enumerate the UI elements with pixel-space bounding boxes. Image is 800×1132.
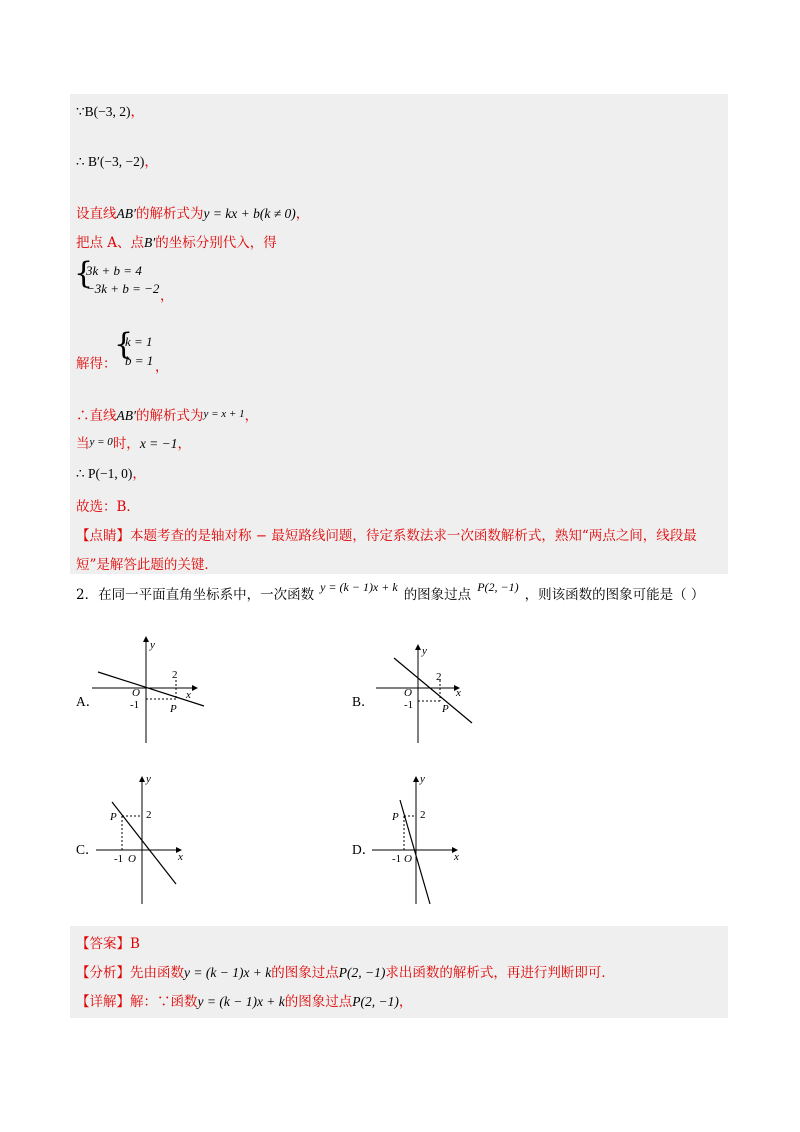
question-text: 2．在同一平面直角坐标系中，一次函数 y = (k − 1)x + k 的图象过点 P(2, −1) ，则该函数的图象可能是（ ） (76, 580, 705, 603)
option-b-x-label: x (456, 687, 461, 699)
solution-line-8: 当$^{y = 0}$时，x = −1， (76, 436, 192, 452)
solution-line-6: 解得： (76, 356, 117, 372)
option-b-origin: O (404, 687, 412, 699)
option-d-label[interactable]: D． (352, 842, 376, 857)
option-a-tick-neg1: -1 (130, 699, 140, 711)
solution-line-7: ∴直线AB′的解析式为$^{y = x + 1}$， (76, 408, 259, 424)
option-b-label[interactable]: B． (352, 694, 375, 709)
option-c-x-label: x (178, 851, 183, 863)
option-a-label[interactable]: A． (76, 694, 100, 709)
option-c-point: P (110, 811, 117, 823)
option-a-x-label: x (186, 689, 191, 701)
option-d-tick-neg1: -1 (392, 853, 402, 865)
option-a-origin: O (132, 687, 140, 699)
system-2-eq-a: k = 1 (125, 334, 153, 349)
system-2-eq-b: b = 1 (125, 353, 154, 368)
option-c-tick-2: 2 (146, 809, 152, 821)
system-2-tail: ， (155, 359, 169, 375)
option-c-label[interactable]: C． (76, 842, 99, 857)
option-b-point: P (442, 703, 449, 715)
option-d-graph (368, 768, 508, 908)
system-brace-1: { (74, 256, 94, 291)
option-c-y-label: y (146, 773, 151, 785)
option-a-graph (92, 628, 232, 748)
option-d-x-label: x (454, 851, 459, 863)
option-a-point: P (170, 703, 177, 715)
option-b-tick-neg1: -1 (404, 699, 414, 711)
option-c-origin: O (128, 853, 136, 865)
solution-line-9: ∴ P(−1, 0)， (76, 466, 146, 482)
solution-line-4: 把点 A、点B′的坐标分别代入，得 (76, 235, 277, 251)
comment-line-1: 【点睛】本题考查的是轴对称 − 最短路线问题，待定系数法求一次函数解析式，熟知“两点之间，线段最 (76, 528, 697, 544)
system-1-tail: ， (160, 288, 174, 304)
option-d-tick-2: 2 (420, 809, 426, 821)
choice-line: 故选：B． (76, 499, 140, 515)
system-1-eq-a: 3k + b = 4 (86, 263, 142, 278)
option-c-tick-neg1: -1 (114, 853, 124, 865)
detail-line: 【详解】解：∵函数y = (k − 1)x + k的图象过点P(2, −1)， (76, 994, 413, 1010)
option-d-y-label: y (420, 773, 425, 785)
solution-line-1: ∵B(−3, 2)， (76, 104, 144, 120)
solution-line-2: ∴ B′(−3, −2)， (76, 154, 158, 170)
option-d-origin: O (404, 853, 412, 865)
option-d-point: P (392, 811, 399, 823)
option-c-graph-line (112, 802, 176, 884)
analysis-line: 【分析】先由函数y = (k − 1)x + k的图象过点P(2, −1)求出函数的解析式，再进行判断即可． (76, 965, 615, 981)
option-b-y-label: y (422, 645, 427, 657)
solution-block (70, 94, 728, 574)
comment-line-2: 短”是解答此题的关键． (76, 557, 218, 573)
option-c-graph (92, 768, 232, 908)
option-a-tick-2: 2 (172, 669, 178, 681)
option-b-tick-2: 2 (436, 671, 442, 683)
answer-line: 【答案】B (76, 936, 140, 952)
system-brace-2: { (114, 327, 134, 362)
option-b-graph (372, 628, 512, 748)
option-a-y-label: y (150, 639, 155, 651)
solution-line-3: 设直线AB′的解析式为y = kx + b(k ≠ 0)， (76, 206, 310, 222)
system-1-eq-b: −3k + b = −2 (86, 281, 160, 296)
